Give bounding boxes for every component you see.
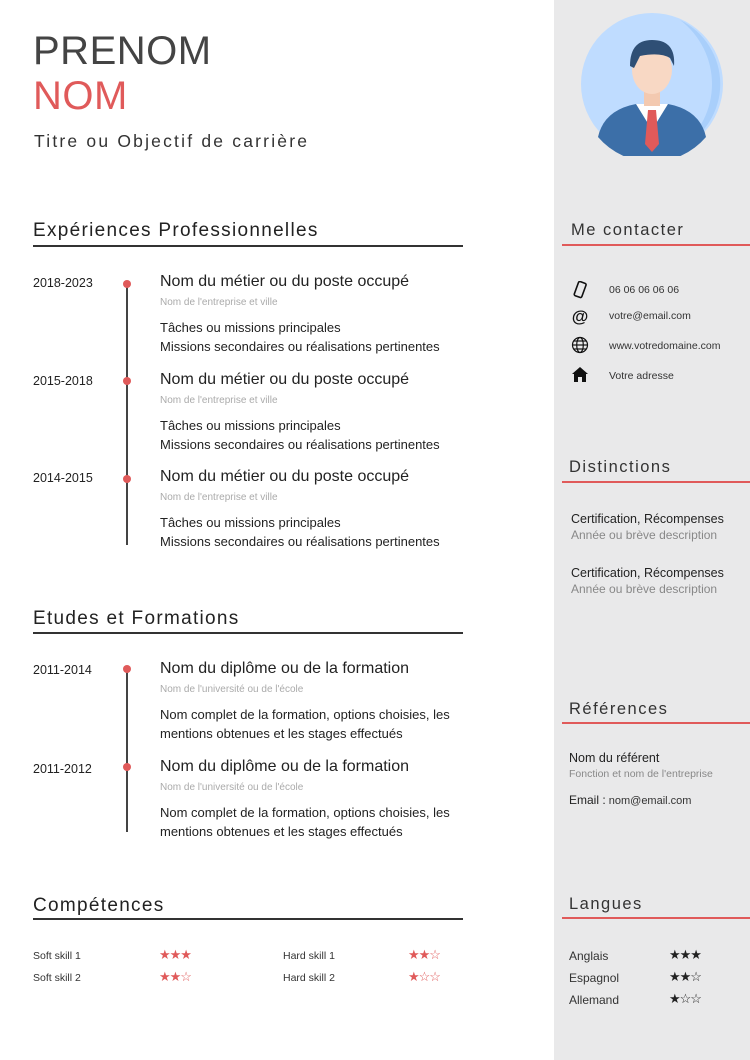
experience-task: Tâches ou missions principales — [160, 320, 341, 335]
education-dates: 2011-2012 — [33, 762, 92, 776]
references-section-title: Références — [569, 700, 669, 718]
experience-dates: 2018-2023 — [33, 276, 93, 290]
referee-email-label: Email : — [569, 793, 606, 807]
timeline-dot — [123, 763, 131, 771]
language-name: Espagnol — [569, 971, 620, 985]
languages-section-title: Langues — [569, 895, 643, 913]
last-name: NOM — [33, 74, 128, 118]
experience-job-title: Nom du métier ou du poste occupé — [160, 371, 410, 388]
language-rating-stars: ★★★ — [669, 947, 701, 962]
experience-divider — [33, 245, 463, 247]
language-rating-stars: ★★☆ — [669, 969, 701, 984]
experience-section-title: Expériences Professionnelles — [33, 220, 319, 241]
education-school: Nom de l'université ou de l'école — [160, 782, 304, 793]
experience-timeline — [126, 283, 128, 545]
experience-task: Missions secondaires ou réalisations pertinentes — [160, 534, 440, 549]
education-detail: Nom complet de la formation, options choisies, les — [160, 707, 450, 722]
distinctions-divider — [562, 481, 750, 483]
references-divider — [562, 722, 750, 724]
skill-label: Hard skill 2 — [283, 972, 335, 984]
experience-company: Nom de l'entreprise et ville — [160, 395, 278, 406]
education-detail: mentions obtenues et les stages effectués — [160, 726, 403, 741]
education-school: Nom de l'université ou de l'école — [160, 684, 304, 695]
experience-task: Missions secondaires ou réalisations pertinentes — [160, 339, 440, 354]
experience-task: Missions secondaires ou réalisations pertinentes — [160, 437, 440, 452]
contact-divider — [562, 244, 750, 246]
experience-task: Tâches ou missions principales — [160, 418, 341, 433]
skill-label: Soft skill 1 — [33, 950, 81, 962]
timeline-dot — [123, 475, 131, 483]
experience-dates: 2014-2015 — [33, 471, 93, 485]
referee-name: Nom du référent — [569, 751, 660, 765]
phone-icon — [571, 281, 589, 299]
referee-email-row — [569, 793, 691, 807]
skill-rating-stars: ★★☆ — [159, 969, 191, 984]
skill-label: Soft skill 2 — [33, 972, 81, 984]
education-degree: Nom du diplôme ou de la formation — [160, 660, 410, 677]
timeline-dot — [123, 377, 131, 385]
education-detail: mentions obtenues et les stages effectués — [160, 824, 403, 839]
education-dates: 2011-2014 — [33, 663, 92, 677]
education-detail: Nom complet de la formation, options choisies, les — [160, 805, 450, 820]
career-title: Titre ou Objectif de carrière — [34, 131, 310, 151]
referee-description: Fonction et nom de l'entreprise — [569, 768, 713, 780]
education-degree: Nom du diplôme ou de la formation — [160, 758, 410, 775]
experience-company: Nom de l'entreprise et ville — [160, 297, 278, 308]
experience-job-title: Nom du métier ou du poste occupé — [160, 468, 410, 485]
skills-divider — [33, 918, 463, 920]
experience-task: Tâches ou missions principales — [160, 515, 341, 530]
experience-job-title: Nom du métier ou du poste occupé — [160, 273, 410, 290]
contact-section-title: Me contacter — [571, 221, 685, 239]
skill-rating-stars: ★★★ — [159, 947, 191, 962]
distinction-description: Année ou brève description — [571, 582, 718, 596]
timeline-dot — [123, 280, 131, 288]
skill-label: Hard skill 1 — [283, 950, 335, 962]
experience-dates: 2015-2018 — [33, 374, 93, 388]
education-divider — [33, 632, 463, 634]
distinction-description: Année ou brève description — [571, 528, 718, 542]
experience-company: Nom de l'entreprise et ville — [160, 492, 278, 503]
languages-divider — [562, 917, 750, 919]
education-timeline — [126, 668, 128, 832]
distinctions-section-title: Distinctions — [569, 458, 672, 476]
skill-rating-stars: ★☆☆ — [408, 969, 440, 984]
home-icon — [571, 365, 589, 383]
distinction-title: Certification, Récompenses — [571, 566, 724, 580]
timeline-dot — [123, 665, 131, 673]
first-name: PRENOM — [33, 29, 212, 73]
contact-email: votre@email.com — [609, 310, 691, 322]
distinction-title: Certification, Récompenses — [571, 512, 724, 526]
referee-email: nom@email.com — [608, 795, 692, 807]
language-name: Allemand — [569, 993, 620, 1007]
skills-section-title: Compétences — [33, 895, 165, 916]
contact-phone: 06 06 06 06 06 — [609, 284, 680, 296]
at-icon: @ — [571, 307, 589, 326]
contact-address: Votre adresse — [609, 370, 674, 382]
language-rating-stars: ★☆☆ — [669, 991, 701, 1006]
skill-rating-stars: ★★☆ — [408, 947, 440, 962]
education-section-title: Etudes et Formations — [33, 608, 240, 629]
globe-icon — [571, 336, 589, 354]
avatar — [580, 12, 724, 156]
contact-website: www.votredomaine.com — [609, 340, 721, 352]
language-name: Anglais — [569, 949, 609, 963]
